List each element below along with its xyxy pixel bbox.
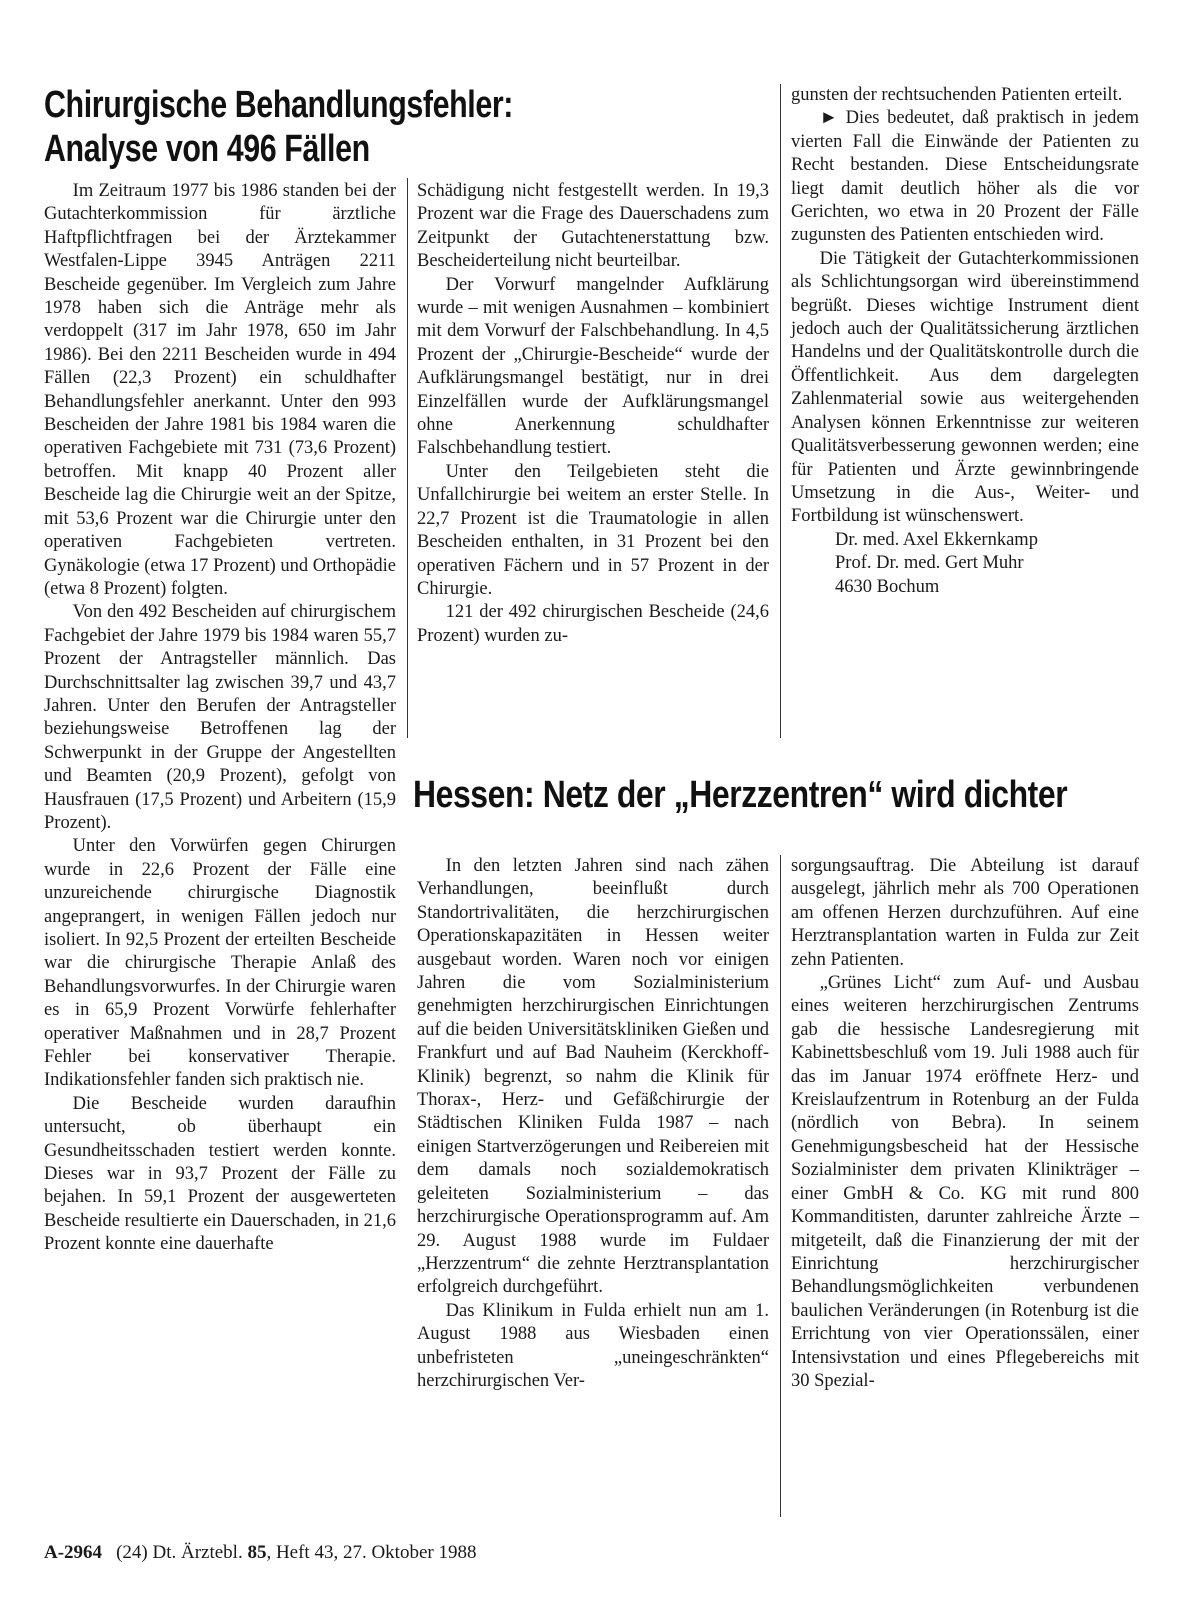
citation-prefix: (24) Dt. Ärztebl. [116, 1542, 243, 1563]
paragraph: Schädigung nicht festgestellt werden. In 19,3 Prozent war die Frage des Dauerschadens zum Zeitpunkt der Gutachtenerstattung bzw. Bescheiderteilung nicht beurteilbar. [417, 181, 769, 272]
column-divider [780, 855, 781, 1517]
article1-title-line2: Analyse von 496 Fällen [44, 128, 370, 170]
paragraph: Unter den Vorwürfen gegen Chirurgen wurde in 22,6 Prozent der Fälle eine unzureichende chirurgische Diagnostik angeprangert, in wenigen Fällen jedoch nur isoliert. In 92,5 Prozent der erteilten Bescheide war die chirurgische Therapie Anlaß des Behandlungsvorwurfes. In der Chirurgie waren es in 65,9 Prozent Vorwürfe fehlerhafter operativer Maßnahmen und in 28,7 Prozent Fehler bei konservativer Therapie. Indikationsfehler fanden sich praktisch nie. [44, 836, 396, 1091]
paragraph: gunsten der rechtsuchenden Patienten erteilt. [791, 85, 1123, 105]
author-location: 4630 Bochum [835, 576, 940, 597]
article1-column-1 [44, 180, 396, 1257]
author-name: Prof. Dr. med. Gert Muhr [835, 553, 1024, 574]
paragraph: Im Zeitraum 1977 bis 1986 standen bei der Gutachterkommission für ärztliche Haftpflichtfragen bei der Ärztekammer Westfalen-Lippe 3945 Anträgen 2211 Bescheide gegenüber. Im Vergleich zum Jahre 1978 haben sich die Anträge mehr als verdoppelt (317 im Jahr 1978, 650 im Jahr 1986). Bei den 2211 Bescheiden wurde in 494 Fällen (22,3 Prozent) ein schuldhafter Behandlungsfehler anerkannt. Unter den 993 Bescheiden der Jahre 1981 bis 1984 waren die operativen Fachgebiete mit 731 (73,6 Prozent) betroffen. Mit knapp 40 Prozent aller Bescheide lag die Chirurgie weit an der Spitze, mit 53,6 Prozent war die Chirurgie unter den operativen Fachgebieten vertreten. Gynäkologie (etwa 17 Prozent) und Orthopädie (etwa 8 Prozent) folgten. [44, 181, 396, 599]
citation-suffix: , Heft 43, 27. Oktober 1988 [266, 1542, 477, 1563]
article2-column-2 [791, 855, 1139, 1393]
article2-title: Hessen: Netz der „Herzzentren“ wird dichter [413, 774, 1068, 816]
paragraph: „Grünes Licht“ zum Auf- und Ausbau eines weiteren herzchirurgischen Zentrums gab die hessische Landesregierung mit Kabinettsbeschluß vom 19. Juli 1988 auch für das im Januar 1974 eröffnete Herz- und Kreislaufzentrum in Rotenburg an der Fulda (nördlich von Bebra). In seinem Genehmigungsbescheid hat der Hessische Sozialminister dem privaten Klinikträger – einer GmbH & Co. KG mit rund 800 Kommanditisten, darunter zahlreiche Ärzte – mitgeteilt, daß die Finanzierung der mit der Einrichtung herzchirurgischer Behandlungsmöglichkeiten verbundenen baulichen Veränderungen (in Rotenburg ist die Errichtung von vier Operationssälen, einer Intensivstation und eines Pflegebereichs mit 30 Spezial- [791, 973, 1139, 1391]
article1-title-line1: Chirurgische Behandlungsfehler: [44, 84, 513, 126]
paragraph: Der Vorwurf mangelnder Aufklärung wurde – mit wenigen Ausnahmen – kombiniert mit dem Vorwurf der Falschbehandlung. In 4,5 Prozent der „Chirurgie-Bescheide“ wurde der Aufklärungsmangel bestätigt, nur in drei Einzelfällen wurde der Aufklärungsmangel ohne Anerkennung schuldhafter Falschbehandlung testiert. [417, 274, 769, 459]
author-name: Dr. med. Axel Ekkernkamp [835, 529, 1038, 550]
page-footer [44, 1542, 476, 1564]
paragraph: 121 der 492 chirurgischen Bescheide (24,6 Prozent) wurden zu- [417, 602, 769, 646]
paragraph: sorgungsauftrag. Die Abteilung ist darauf ausgelegt, jährlich mehr als 700 Operationen am offenen Herzen durchzuführen. Auf eine Herztransplantation warten in Fulda zur Zeit zehn Patienten. [791, 856, 1139, 970]
paragraph: Das Klinikum in Fulda erhielt nun am 1. August 1988 aus Wiesbaden einen unbefristeten „uneingeschränkten“ herzchirurgischen Ver- [417, 1300, 769, 1391]
paragraph: Unter den Teilgebieten steht die Unfallchirurgie bei weitem an erster Stelle. In 22,7 Prozent ist die Traumatologie in allen Bescheiden enthalten, in 31 Prozent bei den operativen Fächern und in 57 Prozent in der Chirurgie. [417, 461, 769, 599]
paragraph: In den letzten Jahren sind nach zähen Verhandlungen, beeinflußt durch Standortrivalitäten, die herzchirurgischen Operationskapazitäten in Hessen weiter ausgebaut worden. Waren noch vor einigen Jahren die vom Sozialministerium genehmigten herzchirurgischen Einrichtungen auf die beiden Universitätskliniken Gießen und Frankfurt und auf Bad Nauheim (Kerckhoff-Klinik) begrenzt, so nahm die Klinik für Thorax-, Herz- und Gefäßchirurgie der Städtischen Kliniken Fulda 1987 – nach einigen Startverzögerungen und Reibereien mit dem damals noch sozialdemokratisch geleiteten Sozialministerium – das herzchirurgische Operationsprogramm auf. Am 29. August 1988 wurde im Fuldaer „Herzzentrum“ die zehnte Herztransplantation erfolgreich durchgeführt. [417, 856, 769, 1298]
column-divider [780, 84, 781, 738]
column-divider [407, 178, 408, 738]
paragraph: Die Tätigkeit der Gutachterkommissionen als Schlichtungsorgan wird übereinstimmend begrüßt. Dieses wichtige Instrument dient jedoch auch der Qualitätssicherung ärztlichen Handelns und der Qualitätskontrolle durch die Öffentlichkeit. Aus dem dargelegten Zahlenmaterial sowie aus weitergehenden Analysen können Erkenntnisse zur weiteren Qualitätsverbesserung gewonnen werden; eine für Patienten und Ärzte gewinnbringende Umsetzung in die Aus-, Weiter- und Fortbildung ist wünschenswert. [791, 248, 1139, 527]
article1-column-3 [791, 84, 1139, 599]
paragraph: ► Dies bedeutet, daß praktisch in jedem vierten Fall die Einwände der Patienten zu Recht bestanden. Diese Entscheidungsrate liegt damit deutlich höher als die vor Gerichten, wo etwa in 20 Prozent der Fälle zugunsten des Patienten entschieden wird. [791, 108, 1139, 246]
article2-column-1 [417, 855, 769, 1393]
page-code: A-2964 [44, 1542, 103, 1563]
paragraph: Die Bescheide wurden daraufhin untersucht, ob überhaupt ein Gesundheitsschaden testiert werden konnte. Dieses war in 93,7 Prozent der Fälle zu bejahen. In 59,1 Prozent der ausgewerteten Bescheide resultierte ein Dauerschaden, in 21,6 Prozent konnte eine dauerhafte [44, 1093, 396, 1255]
article1-column-2 [417, 180, 769, 648]
volume-number: 85 [247, 1542, 267, 1563]
paragraph: Von den 492 Bescheiden auf chirurgischem Fachgebiet der Jahre 1979 bis 1984 waren 55,7 Prozent der Antragsteller männlich. Das Durchschnittsalter lag zwischen 39,7 und 43,7 Jahren. Unter den Berufen der Antragsteller beziehungsweise Betroffenen lag der Schwerpunkt in der Gruppe der Angestellten und Beamten (20,9 Prozent), gefolgt von Hausfrauen (17,5 Prozent) und Arbeitern (15,9 Prozent). [44, 602, 396, 833]
